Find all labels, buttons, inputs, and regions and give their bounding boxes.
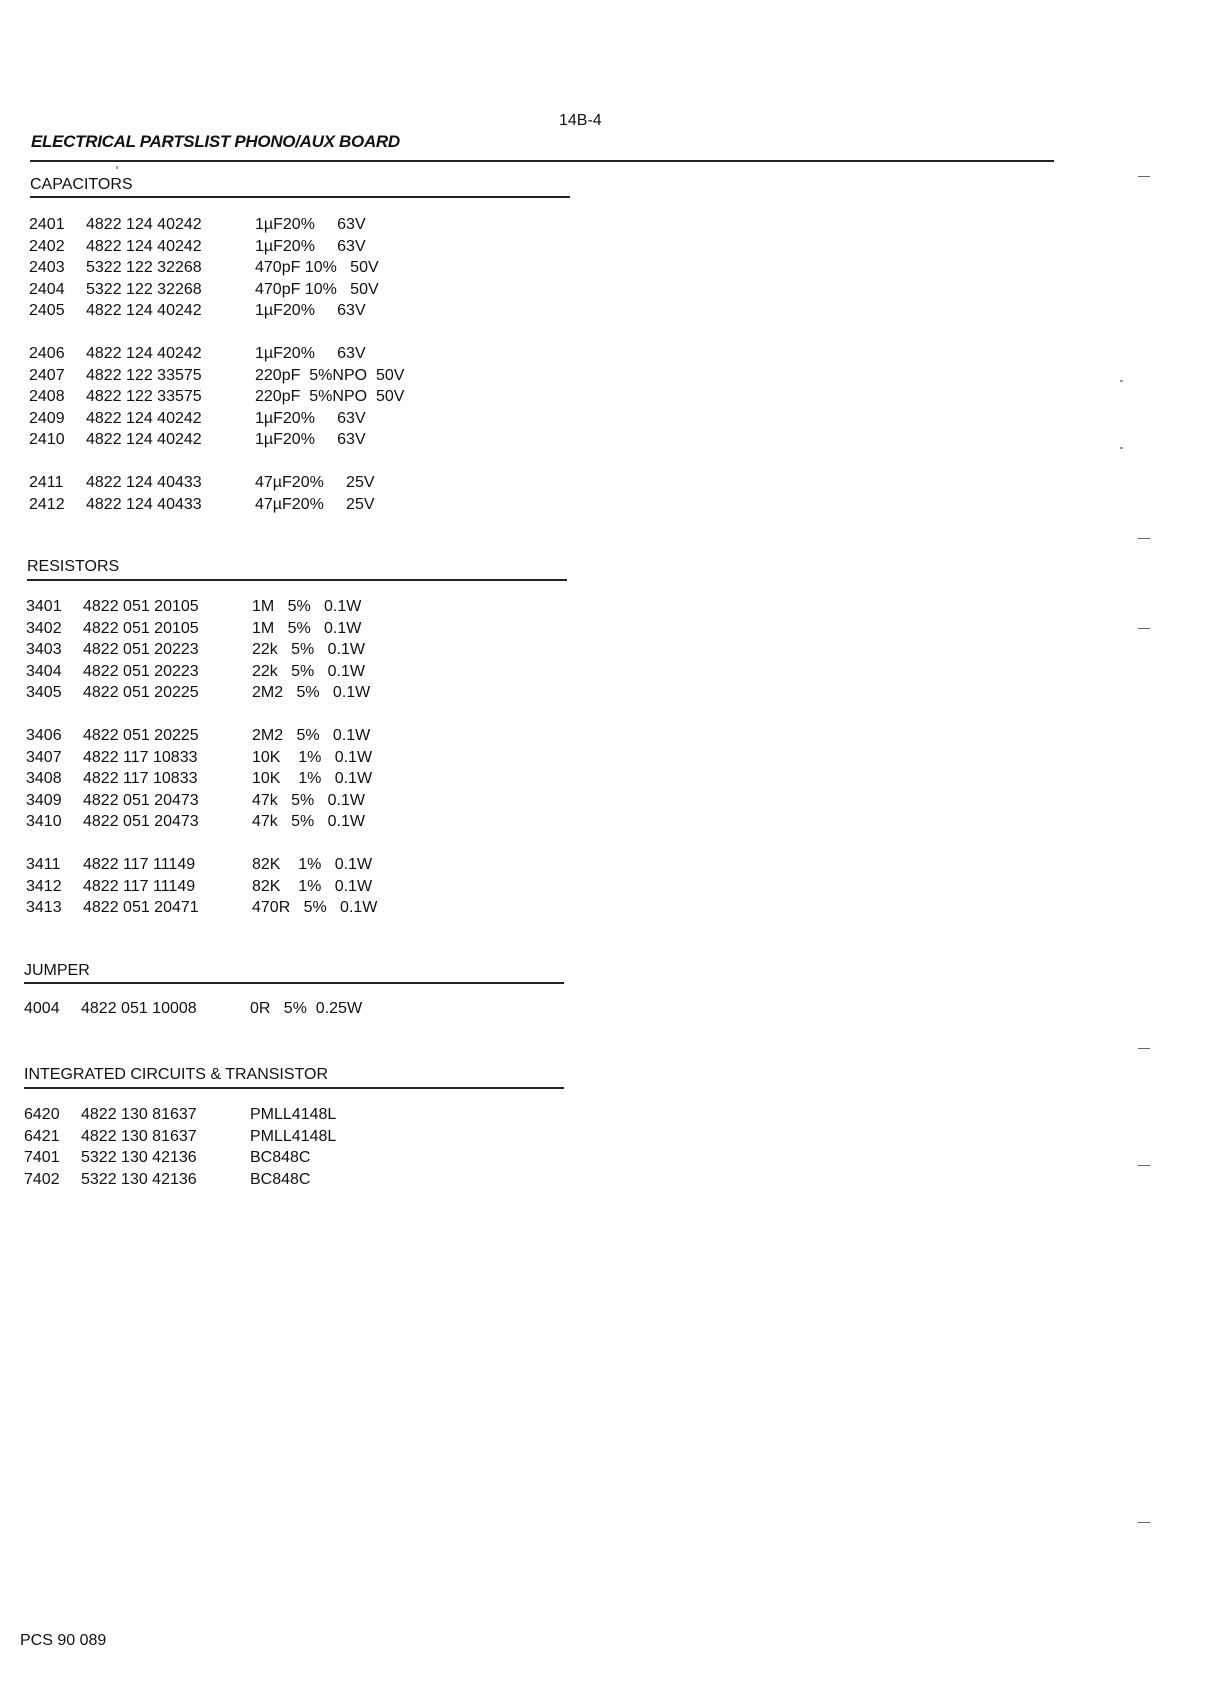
scan-mark [1138, 1048, 1150, 1049]
part-ref: 3409 [26, 791, 62, 809]
part-ref: 2408 [29, 388, 65, 405]
group-spacer [29, 451, 509, 473]
part-row [29, 365, 509, 387]
part-code: 5322 122 32268 [86, 280, 202, 298]
part-ref: 3405 [26, 684, 62, 701]
part-ref: 3412 [26, 877, 62, 895]
part-code: 4822 124 40242 [86, 302, 202, 319]
part-code: 4822 124 40242 [86, 409, 202, 427]
part-code: 4822 051 20225 [83, 684, 199, 701]
part-description: 47µF20% 25V [255, 495, 375, 513]
title-rule [30, 160, 1054, 162]
part-ref: 2412 [29, 495, 65, 513]
part-code: 4822 051 20105 [83, 598, 199, 615]
part-row [29, 343, 509, 365]
part-description: 2M2 5% 0.1W [252, 727, 371, 744]
jumper-list [24, 998, 504, 1020]
part-description: 47k 5% 0.1W [252, 813, 365, 830]
part-description: 1M 5% 0.1W [252, 598, 362, 615]
document-title: ELECTRICAL PARTSLIST PHONO/AUX BOARD [31, 132, 400, 151]
part-description: 47k 5% 0.1W [252, 791, 365, 809]
part-description: 470pF 10% 50V [255, 259, 379, 276]
part-ref: 2403 [29, 259, 65, 276]
part-ref: 3410 [26, 813, 62, 830]
part-ref: 3406 [26, 727, 62, 744]
part-row [26, 596, 506, 618]
ics-rule [24, 1087, 564, 1089]
resistors-list [26, 596, 506, 919]
part-description: 10K 1% 0.1W [252, 748, 373, 766]
part-code: 4822 130 81637 [81, 1106, 197, 1123]
part-code: 5322 130 42136 [81, 1149, 197, 1166]
part-row [26, 876, 506, 898]
part-ref: 2405 [29, 302, 65, 319]
part-row [26, 725, 506, 747]
part-description: 0R 5% 0.25W [250, 1000, 363, 1017]
part-ref: 2407 [29, 366, 65, 384]
part-row [26, 618, 506, 640]
scan-mark [1138, 628, 1150, 629]
part-code: 4822 124 40242 [86, 431, 202, 448]
part-description: 1µF20% 63V [255, 409, 366, 427]
part-row [26, 854, 506, 876]
part-description: PMLL4148L [250, 1127, 337, 1145]
part-description: 470R 5% 0.1W [252, 899, 378, 916]
resistors-rule [27, 579, 567, 581]
part-description: BC848C [250, 1170, 311, 1188]
part-code: 4822 051 20473 [83, 813, 199, 830]
resistors-heading: RESISTORS [27, 558, 120, 575]
part-row [26, 661, 506, 683]
part-ref: 3404 [26, 662, 62, 680]
part-ref: 6420 [24, 1106, 60, 1123]
part-code: 4822 051 20105 [83, 619, 199, 637]
part-code: 4822 051 20223 [83, 641, 199, 658]
part-ref: 2409 [29, 409, 65, 427]
group-spacer [29, 322, 509, 344]
part-row [26, 897, 506, 919]
part-description: 220pF 5%NPO 50V [255, 388, 405, 405]
part-description: 1M 5% 0.1W [252, 619, 362, 637]
part-code: 4822 117 10833 [83, 770, 198, 787]
part-row [29, 429, 509, 451]
part-row [24, 1147, 504, 1169]
capacitors-rule [30, 196, 570, 198]
part-code: 4822 051 10008 [81, 1000, 197, 1017]
part-description: 220pF 5%NPO 50V [255, 366, 405, 384]
scan-mark [1138, 1165, 1150, 1166]
part-description: 1µF20% 63V [255, 216, 366, 233]
part-row [24, 1169, 504, 1191]
jumper-heading: JUMPER [24, 962, 90, 979]
part-ref: 3403 [26, 641, 62, 658]
part-code: 4822 051 20471 [83, 899, 199, 916]
capacitors-heading: CAPACITORS [30, 176, 133, 193]
part-row [26, 639, 506, 661]
part-ref: 2411 [29, 474, 64, 491]
part-code: 4822 051 20223 [83, 662, 199, 680]
part-code: 4822 124 40433 [86, 495, 202, 513]
document-footer: PCS 90 089 [20, 1632, 107, 1649]
part-description: 1µF20% 63V [255, 431, 366, 448]
part-row [29, 472, 509, 494]
part-row [24, 998, 504, 1020]
ics-list [24, 1104, 504, 1190]
part-ref: 3411 [26, 856, 61, 873]
part-code: 4822 124 40242 [86, 237, 202, 255]
part-ref: 3408 [26, 770, 62, 787]
part-code: 4822 117 10833 [83, 748, 198, 766]
scan-mark [1138, 538, 1150, 539]
scan-mark [1138, 1522, 1150, 1523]
part-row [29, 494, 509, 516]
part-ref: 7401 [24, 1149, 60, 1166]
part-row [26, 747, 506, 769]
group-spacer [26, 833, 506, 855]
capacitors-list [29, 214, 509, 515]
part-code: 4822 124 40433 [86, 474, 202, 491]
part-description: 22k 5% 0.1W [252, 662, 365, 680]
part-code: 4822 051 20473 [83, 791, 199, 809]
part-row [29, 214, 509, 236]
part-code: 5322 130 42136 [81, 1170, 197, 1188]
part-ref: 4004 [24, 1000, 60, 1017]
part-ref: 2404 [29, 280, 65, 298]
part-code: 4822 130 81637 [81, 1127, 197, 1145]
scan-speck [116, 166, 118, 169]
jumper-rule [24, 982, 564, 984]
part-description: 470pF 10% 50V [255, 280, 379, 298]
part-code: 4822 122 33575 [86, 366, 202, 384]
part-row [29, 386, 509, 408]
part-ref: 2406 [29, 345, 65, 362]
part-row [29, 279, 509, 301]
part-description: 1µF20% 63V [255, 345, 366, 362]
scan-speck [1120, 447, 1123, 449]
page-number: 14B-4 [559, 112, 602, 129]
part-code: 4822 124 40242 [86, 216, 202, 233]
part-ref: 2402 [29, 237, 65, 255]
part-description: 1µF20% 63V [255, 237, 366, 255]
part-row [26, 682, 506, 704]
group-spacer [26, 704, 506, 726]
part-description: BC848C [250, 1149, 311, 1166]
part-ref: 3401 [26, 598, 62, 615]
part-row [29, 236, 509, 258]
part-ref: 7402 [24, 1170, 60, 1188]
part-ref: 2410 [29, 431, 65, 448]
part-ref: 3402 [26, 619, 62, 637]
part-row [26, 768, 506, 790]
part-row [26, 811, 506, 833]
part-code: 4822 117 11149 [83, 877, 196, 895]
part-ref: 6421 [24, 1127, 60, 1145]
part-ref: 3413 [26, 899, 62, 916]
part-description: PMLL4148L [250, 1106, 337, 1123]
ics-heading: INTEGRATED CIRCUITS & TRANSISTOR [24, 1066, 329, 1083]
part-row [26, 790, 506, 812]
part-description: 82K 1% 0.1W [252, 877, 373, 895]
part-code: 4822 051 20225 [83, 727, 199, 744]
part-ref: 2401 [29, 216, 65, 233]
scan-speck [1120, 380, 1123, 382]
part-ref: 3407 [26, 748, 62, 766]
part-description: 22k 5% 0.1W [252, 641, 365, 658]
part-row [29, 300, 509, 322]
part-code: 4822 122 33575 [86, 388, 202, 405]
part-row [29, 257, 509, 279]
scan-mark [1138, 176, 1150, 177]
part-code: 5322 122 32268 [86, 259, 202, 276]
part-description: 47µF20% 25V [255, 474, 375, 491]
part-description: 82K 1% 0.1W [252, 856, 373, 873]
part-code: 4822 117 11149 [83, 856, 196, 873]
part-description: 2M2 5% 0.1W [252, 684, 371, 701]
part-row [24, 1104, 504, 1126]
part-row [29, 408, 509, 430]
part-description: 10K 1% 0.1W [252, 770, 373, 787]
part-row [24, 1126, 504, 1148]
part-description: 1µF20% 63V [255, 302, 366, 319]
part-code: 4822 124 40242 [86, 345, 202, 362]
